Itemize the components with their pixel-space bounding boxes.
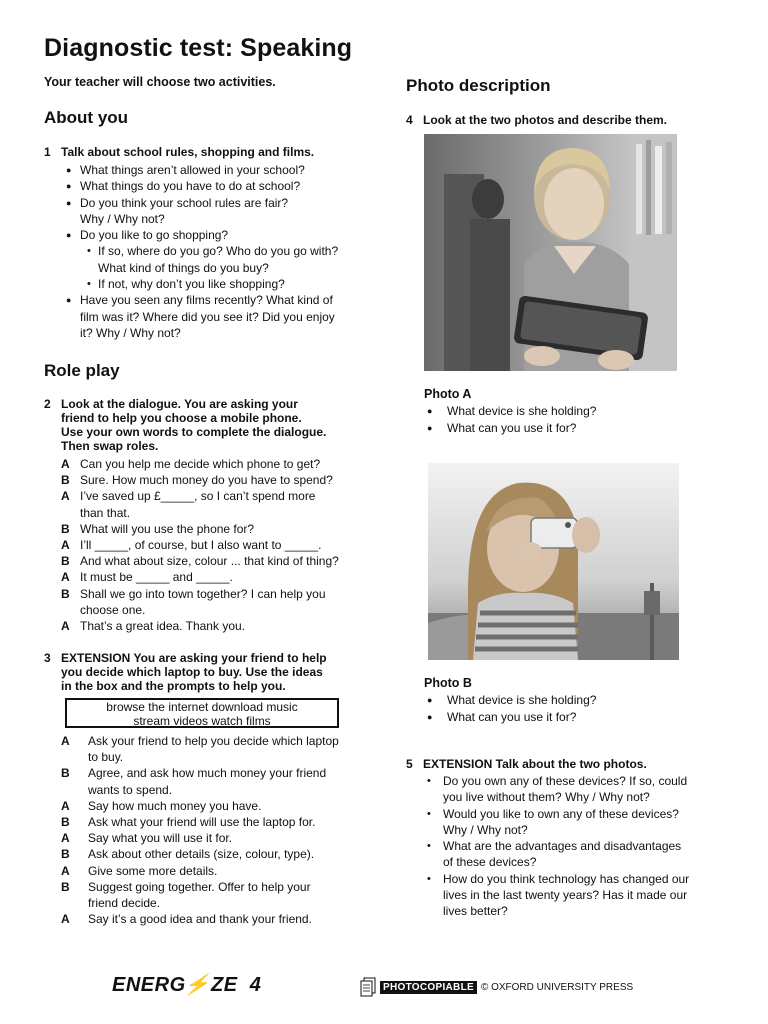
sub-list-item: • If not, why don’t you like shopping? <box>80 276 366 292</box>
prompt-text: Say it’s a good idea and thank your friend. <box>88 912 312 927</box>
logo-text-right: ZE <box>211 974 238 996</box>
prompt-line <box>61 782 371 798</box>
photo-a-image <box>424 134 677 371</box>
speaker: B <box>61 473 70 488</box>
speaker: A <box>61 538 70 553</box>
speaker <box>61 602 80 618</box>
photo-description-heading: Photo description <box>406 76 551 95</box>
role-play-heading: Role play <box>44 361 120 380</box>
prompt-text: Ask your friend to help you decide which laptop <box>88 734 339 748</box>
question-line: Then swap roles. <box>61 439 159 453</box>
dialogue-text: Can you help me decide which phone to get? <box>80 457 321 471</box>
question-line: friend to help you choose a mobile phone. <box>61 411 302 425</box>
question-line: Use your own words to complete the dialogue. <box>61 425 327 439</box>
list-item <box>66 195 366 228</box>
speaker: B <box>61 766 70 781</box>
speaker: A <box>61 570 70 585</box>
prompt-text: to buy. <box>88 750 124 765</box>
dialogue-text: I’ve saved up £_____, so I can’t spend more <box>80 489 316 504</box>
list-item: ● What things do you have to do at school? <box>66 178 366 194</box>
list-item: ● What things aren’t allowed in your school? <box>66 162 366 178</box>
photo-b-image <box>428 463 679 660</box>
sub-list-item <box>80 243 366 276</box>
about-you-list <box>66 162 366 341</box>
prompt-line <box>61 879 371 895</box>
photo-a <box>424 134 677 371</box>
list-item-line: you live without them? Why / Why not? <box>443 790 650 805</box>
prompts <box>61 733 371 927</box>
dialogue-text: That’s a great idea. Thank you. <box>80 619 245 634</box>
photocopiable-badge: PHOTOCOPIABLE <box>380 981 477 994</box>
list-item-line: Do you own any of these devices? If so, could <box>443 774 688 788</box>
prompt-text: Say what you will use it for. <box>88 831 233 846</box>
logo-level: 4 <box>249 974 262 996</box>
question-4 <box>406 113 723 127</box>
page-title: Diagnostic test: Speaking <box>44 34 353 62</box>
list-item-line: Why / Why not? <box>443 822 528 837</box>
dialogue-line <box>61 456 371 472</box>
question-number: 5 <box>406 757 413 771</box>
list-item-line: Have you seen any films recently? What kind of <box>80 293 333 308</box>
logo-text-left: ENERG <box>112 974 186 996</box>
question-1 <box>44 145 361 159</box>
list-item-line: it? Why / Why not? <box>80 325 181 340</box>
dialogue-text: choose one. <box>80 602 146 617</box>
dialogue-text: Shall we go into town together? I can help you <box>80 586 326 601</box>
question-text: Look at the two photos and describe them. <box>423 113 668 127</box>
dialogue-text: It must be _____ and _____. <box>80 570 233 585</box>
dialogue-text: than that. <box>80 505 131 520</box>
dialogue-line <box>61 602 371 618</box>
list-item-line: How do you think technology has changed our <box>443 871 690 886</box>
speaker: B <box>61 815 70 830</box>
dialogue-text: What will you use the phone for? <box>80 521 255 536</box>
photo-b <box>428 463 679 660</box>
list-item: ● What device is she holding? <box>423 692 723 709</box>
speaker: B <box>61 847 70 862</box>
list-item-line: Why / Why not? <box>80 211 165 226</box>
list-item <box>66 227 366 292</box>
ideas-line: browse the internet download music <box>106 700 298 714</box>
speaker: B <box>61 879 70 894</box>
speaker <box>61 895 88 911</box>
dialogue-line <box>61 488 371 504</box>
dialogue-line <box>61 537 371 553</box>
speaker: A <box>61 457 70 471</box>
dialogue-text: I’ll _____, of course, but I also want to _____. <box>80 538 322 553</box>
prompt-line <box>61 830 371 846</box>
dialogue-line <box>61 586 371 602</box>
prompt-line <box>61 749 371 765</box>
list-item <box>425 838 725 871</box>
list-item <box>66 292 366 341</box>
prompt-line <box>61 733 371 749</box>
question-line: Look at the dialogue. You are asking your <box>61 397 298 411</box>
list-item-line: If so, where do you go? Who do you go with? <box>98 244 339 259</box>
prompt-text: Ask about other details (size, colour, type). <box>88 847 315 862</box>
question-line: EXTENSION You are asking your friend to help <box>61 651 327 665</box>
ideas-box <box>65 698 339 728</box>
footer-publisher <box>360 977 633 997</box>
prompt-line <box>61 814 371 830</box>
photo-b-label: Photo B <box>424 676 472 690</box>
energize-logo <box>112 972 261 997</box>
list-item-line: Do you think your school rules are fair? <box>80 195 289 210</box>
dialogue-line <box>61 472 371 488</box>
photo-a-questions <box>423 403 723 436</box>
question-number: 2 <box>44 397 51 411</box>
prompt-text: Ask what your friend will use the laptop for. <box>88 815 316 830</box>
question-3 <box>44 651 361 693</box>
list-item <box>425 871 725 920</box>
photo-a-label: Photo A <box>424 387 472 401</box>
prompt-line <box>61 911 371 927</box>
list-item <box>425 773 725 806</box>
list-item-line: of these devices? <box>443 855 537 870</box>
dialogue-line <box>61 521 371 537</box>
bolt-icon: ⚡ <box>181 974 215 996</box>
dialogue-text: And what about size, colour ... that kind of thing? <box>80 554 339 569</box>
question-line: you decide which laptop to buy. Use the ideas <box>61 665 323 679</box>
list-item <box>425 806 725 839</box>
prompt-text: Say how much money you have. <box>88 798 262 813</box>
question-number: 4 <box>406 113 413 127</box>
prompt-text: Suggest going together. Offer to help your <box>88 879 311 894</box>
list-item: ● What can you use it for? <box>423 709 723 726</box>
prompt-line <box>61 863 371 879</box>
prompt-line <box>61 798 371 814</box>
sub-list <box>80 243 366 292</box>
speaker: A <box>61 831 70 846</box>
list-item: ● What device is she holding? <box>423 403 723 420</box>
dialogue-line <box>61 618 371 634</box>
list-item-line: film was it? Where did you see it? Did you enjoy <box>80 309 335 324</box>
speaker <box>61 782 88 798</box>
prompt-line <box>61 846 371 862</box>
question-line: in the box and the prompts to help you. <box>61 679 286 693</box>
speaker: B <box>61 521 70 536</box>
speaker: A <box>61 489 70 504</box>
question-2 <box>44 397 361 453</box>
question-number: 3 <box>44 651 51 665</box>
speaker: A <box>61 912 70 927</box>
prompt-text: Give some more details. <box>88 863 218 878</box>
dialogue <box>61 456 371 634</box>
dialogue-text: Sure. How much money do you have to spend? <box>80 473 333 488</box>
prompt-text: Agree, and ask how much money your friend <box>88 766 327 781</box>
list-item-line: lives better? <box>443 904 508 919</box>
question-text: EXTENSION Talk about the two photos. <box>423 757 647 771</box>
list-item-line: What kind of things do you buy? <box>98 260 269 275</box>
speaker: A <box>61 798 70 813</box>
speaker <box>61 505 80 521</box>
prompt-text: friend decide. <box>88 896 161 911</box>
list-item-line: What are the advantages and disadvantages <box>443 839 682 854</box>
about-you-heading: About you <box>44 108 129 127</box>
speaker: B <box>61 554 70 569</box>
speaker: B <box>61 586 70 601</box>
dialogue-line <box>61 553 371 569</box>
prompt-line <box>61 895 371 911</box>
photo-b-questions <box>423 692 723 725</box>
list-item-line: Would you like to own any of these devices? <box>443 806 679 821</box>
publisher-text: © OXFORD UNIVERSITY PRESS <box>480 981 634 993</box>
speaker <box>61 749 88 765</box>
question-text: Talk about school rules, shopping and films. <box>61 145 315 159</box>
question-5 <box>406 757 723 771</box>
ideas-line: stream videos watch films <box>133 713 271 728</box>
intro-text: Your teacher will choose two activities. <box>44 75 276 89</box>
speaker: A <box>61 734 70 748</box>
prompt-line <box>61 765 371 781</box>
list-item: ● What can you use it for? <box>423 420 723 437</box>
question-number: 1 <box>44 145 51 159</box>
extension-list <box>425 773 725 920</box>
list-item-line: Do you like to go shopping? <box>80 228 229 243</box>
list-item-line: lives in the last twenty years? Has it made our <box>443 888 688 903</box>
dialogue-line <box>61 505 371 521</box>
prompt-text: wants to spend. <box>88 782 173 797</box>
dialogue-line <box>61 569 371 585</box>
speaker: A <box>61 619 70 634</box>
photocopy-icon <box>360 977 376 997</box>
speaker: A <box>61 863 70 878</box>
